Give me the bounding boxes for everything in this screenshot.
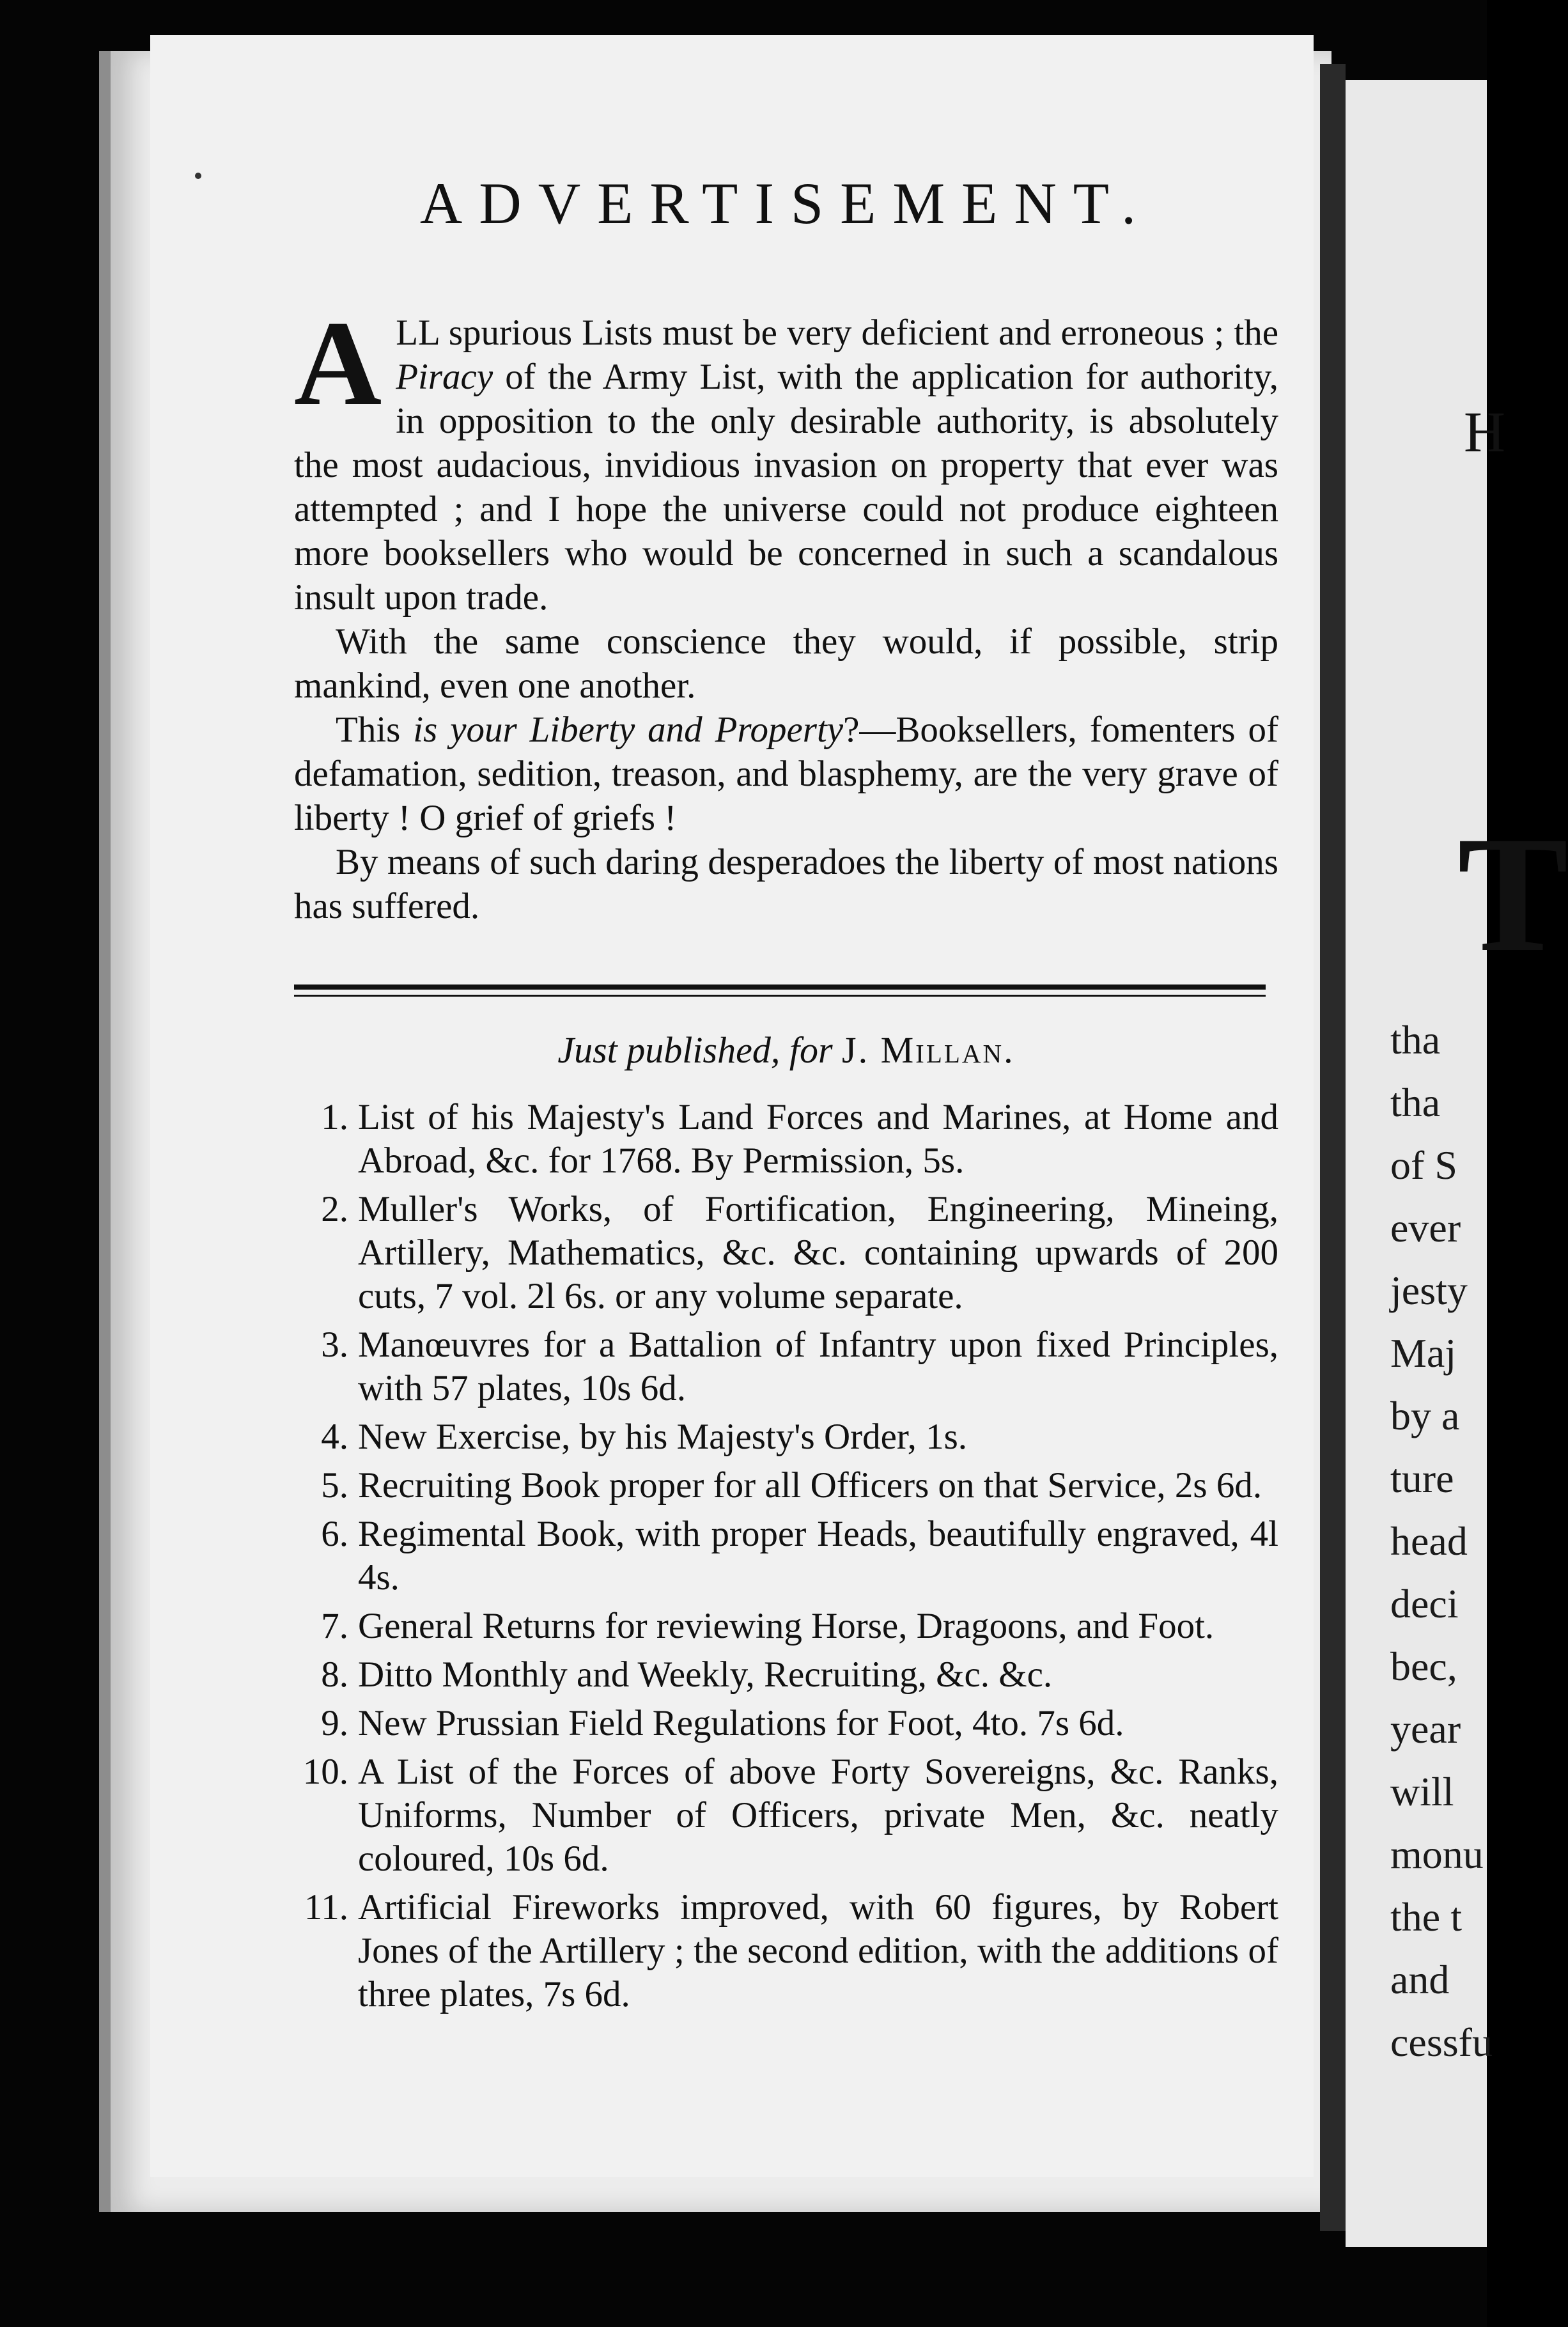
list-item [294, 1188, 1278, 1318]
item-text: Artificial Fireworks improved, with 60 figures, by Robert Jones of the Artillery ; the second edition, with the additions of three plates, 7s 6d. [358, 1887, 1278, 2014]
intro-paragraph-2: With the same conscience they would, if possible, strip mankind, even one another. [294, 621, 1278, 706]
list-item [294, 1464, 1278, 1507]
facing-page-heading-letter: H [1464, 401, 1505, 464]
item-text: General Returns for reviewing Horse, Dragoons, and Foot. [358, 1606, 1215, 1646]
facing-line-fragment: by a [1390, 1393, 1460, 1438]
item-number: 9. [321, 1703, 348, 1743]
item-number: 11. [304, 1887, 348, 1927]
intro-italic: Piracy [396, 357, 493, 397]
list-item [294, 1096, 1278, 1183]
divider-thick [294, 984, 1266, 990]
facing-line-fragment: ever [1390, 1205, 1461, 1250]
intro-text: ?—Booksellers, fomenters of defamation, sedition, treason, and blasphemy, are the very grave of liberty ! O grief of griefs ! [294, 710, 1279, 838]
item-text: New Exercise, by his Majesty's Order, 1s. [358, 1417, 968, 1457]
page-title: ADVERTISEMENT. [419, 171, 1153, 236]
facing-line-fragment: deci [1390, 1581, 1459, 1626]
item-text: A List of the Forces of above Forty Sovereigns, &c. Ranks, Uniforms, Number of Officers, private Men, &c. neatly coloured, 10s 6d. [358, 1752, 1278, 1879]
facing-line-fragment: monu [1390, 1832, 1484, 1877]
item-number: 10. [302, 1752, 348, 1792]
item-number: 2. [321, 1189, 348, 1229]
item-text: Recruiting Book proper for all Officers on that Service, 2s 6d. [358, 1465, 1262, 1506]
item-text: Muller's Works, of Fortification, Engineering, Mineing, Artillery, Mathematics, &c. &c. containing upwards of 200 cuts, 7 vol. 2l 6s. or any volume separate. [358, 1189, 1278, 1316]
publisher-prefix: Just published, for [557, 1029, 833, 1071]
facing-line-fragment: jesty [1390, 1268, 1468, 1313]
publisher-name: J. Millan. [842, 1029, 1015, 1071]
facing-page [1346, 80, 1568, 2247]
divider-thin [294, 995, 1266, 997]
facing-line-fragment: bec, [1390, 1644, 1457, 1689]
list-item [294, 1323, 1278, 1410]
list-item [294, 1605, 1278, 1648]
facing-line-fragment: year [1390, 1706, 1461, 1752]
item-number: 1. [321, 1097, 348, 1137]
facing-line-fragment: cessfu [1390, 2020, 1493, 2065]
facing-line-fragment: tha [1390, 1080, 1441, 1125]
section-divider [294, 984, 1278, 997]
item-number: 3. [321, 1325, 348, 1365]
intro-text: of the Army List, with the application for authority, in opposition to the only desirable authority, is absolutely the most audacious, invidious invasion on property that ever was attempted ; and I hope the universe could not produce eighteen more booksellers who would be concerned in such a scandalous insult upon trade. [294, 357, 1278, 618]
book-gutter [1320, 64, 1346, 2231]
item-text: Ditto Monthly and Weekly, Recruiting, &c. &c. [358, 1654, 1053, 1695]
facing-line-fragment: ture [1390, 1456, 1454, 1501]
item-number: 4. [321, 1417, 348, 1457]
item-number: 8. [321, 1654, 348, 1695]
publication-list [294, 1096, 1278, 2016]
item-text: New Prussian Field Regulations for Foot, 4to. 7s 6d. [358, 1703, 1124, 1743]
facing-page-dropcap: T [1457, 802, 1568, 986]
facing-line-fragment: and [1390, 1957, 1450, 2002]
facing-line-fragment: the t [1390, 1894, 1462, 1940]
list-item [294, 1653, 1278, 1697]
item-text: Regimental Book, with proper Heads, beautifully engraved, 4l 4s. [358, 1514, 1278, 1598]
list-item [275, 1750, 1278, 1881]
list-item [294, 1702, 1278, 1745]
facing-line-fragment: Maj [1390, 1330, 1457, 1376]
intro-paragraph-3 [294, 708, 1278, 840]
item-number: 7. [321, 1606, 348, 1646]
list-item [294, 1513, 1278, 1599]
item-text: Manœuvres for a Battalion of Infantry upon fixed Principles, with 57 plates, 10s 6d. [358, 1325, 1278, 1408]
ink-speck [195, 173, 201, 179]
facing-line-fragment: head [1390, 1518, 1468, 1564]
list-item [268, 1886, 1278, 2016]
intro-text: LL spurious Lists must be very deficient and erroneous ; the [396, 313, 1278, 353]
intro-italic: is your Liberty and Property [413, 710, 844, 750]
facing-line-fragment: will [1390, 1769, 1454, 1814]
item-number: 6. [321, 1514, 348, 1554]
dropcap: A [294, 297, 382, 431]
list-item [294, 1415, 1278, 1459]
item-number: 5. [321, 1465, 348, 1506]
facing-line-fragment: of S [1390, 1142, 1457, 1188]
facing-line-fragment: tha [1390, 1017, 1441, 1062]
intro-text: This [336, 710, 414, 750]
advertisement-content [294, 169, 1278, 2021]
intro-paragraph-1 [294, 297, 1278, 619]
item-text: List of his Majesty's Land Forces and Marines, at Home and Abroad, &c. for 1768. By Permission, 5s. [358, 1097, 1278, 1181]
publisher-line [294, 1029, 1278, 1071]
intro-paragraph-4: By means of such daring desperadoes the liberty of most nations has suffered. [294, 842, 1278, 926]
